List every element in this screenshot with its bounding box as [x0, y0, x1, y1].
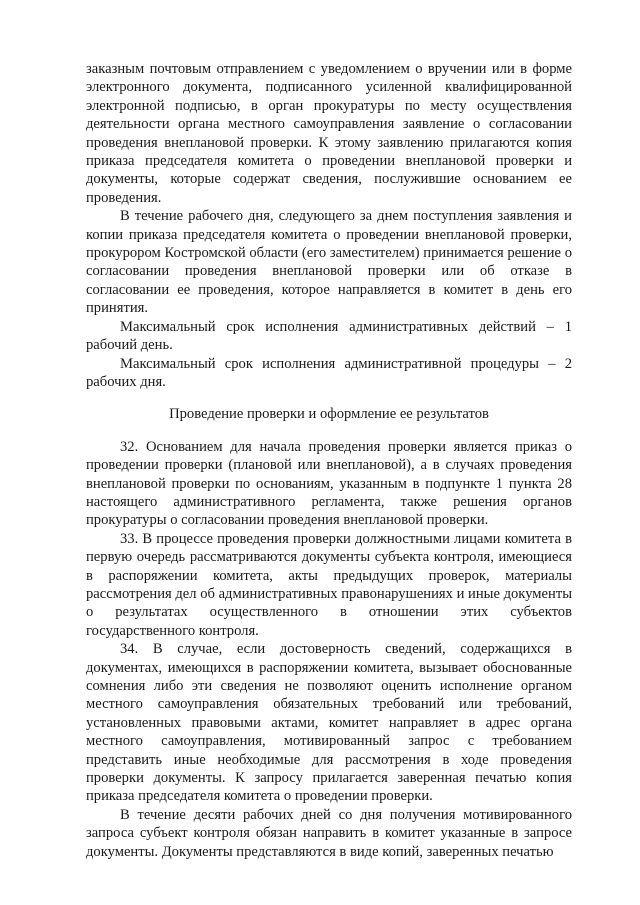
section-heading: Проведение проверки и оформление ее результатов [169, 406, 489, 423]
paragraph-item-34: 34. В случае, если достоверность сведений, содержащихся в документах, имеющихся в распоряжении комитета, вызывает обоснованные сомнения либо эти сведения не позволяют оценить исполнение органом местного самоуправления обязательных требований или требований, установленных правовыми актами, комитет направляет в адрес органа местного самоуправления, мотивированный запрос с требованием представить иные необходимые для рассмотрения в ходе проведения проверки документы. К запросу прилагается заверенная печатью копия приказа председателя комитета о проведении проверки. [86, 641, 572, 805]
paragraph-max-procedure-term: Максимальный срок исполнения административной процедуры – 2 рабочих дня. [86, 355, 572, 390]
paragraph-item-32: 32. Основанием для начала проведения проверки является приказ о проведении проверки (плановой или внеплановой), а в случаях проведения внеплановой проверки по основаниям, указанным в подпункте 1 пункта 28 настоящего административного регламента, также решения органов прокуратуры о согласовании проведения внеплановой проверки. [86, 438, 572, 529]
paragraph-continuation: заказным почтовым отправлением с уведомлением о вручении или в форме электронного документа, подписанного усиленной квалифицированной электронной подписью, в орган прокуратуры по месту осуществления деятельности органа местного самоуправления заявление о согласовании проведения внеплановой проверки. К этому заявлению прилагаются копия приказа председателя комитета о проведении внеплановой проверки и документы, которые содержат сведения, послужившие основанием ее проведения. [86, 61, 572, 206]
document-page [86, 60, 572, 861]
paragraph-decision-timing: В течение рабочего дня, следующего за днем поступления заявления и копии приказа председателя комитета о проведении внеплановой проверки, прокурором Костромской области (его заместителем) принимается решение о согласовании проведения внеплановой проверки или об отказе в согласовании ее проведения, которое направляется в комитет в день его принятия. [86, 208, 572, 317]
paragraph-item-33: 33. В процессе проведения проверки должностными лицами комитета в первую очередь рассматриваются документы субъекта контроля, имеющиеся в распоряжении комитета, акты предыдущих проверок, материалы рассмотрения дел об административных правонарушениях и иные документы о результатах осуществленного в отношении этих субъектов государственного контроля. [86, 530, 572, 639]
paragraph-ten-days: В течение десяти рабочих дней со дня получения мотивированного запроса субъект контроля обязан направить в комитет указанные в запросе документы. Документы представляются в виде копий, заверенных печатью [86, 806, 572, 860]
paragraph-max-actions-term: Максимальный срок исполнения административных действий – 1 рабочий день. [86, 318, 572, 354]
